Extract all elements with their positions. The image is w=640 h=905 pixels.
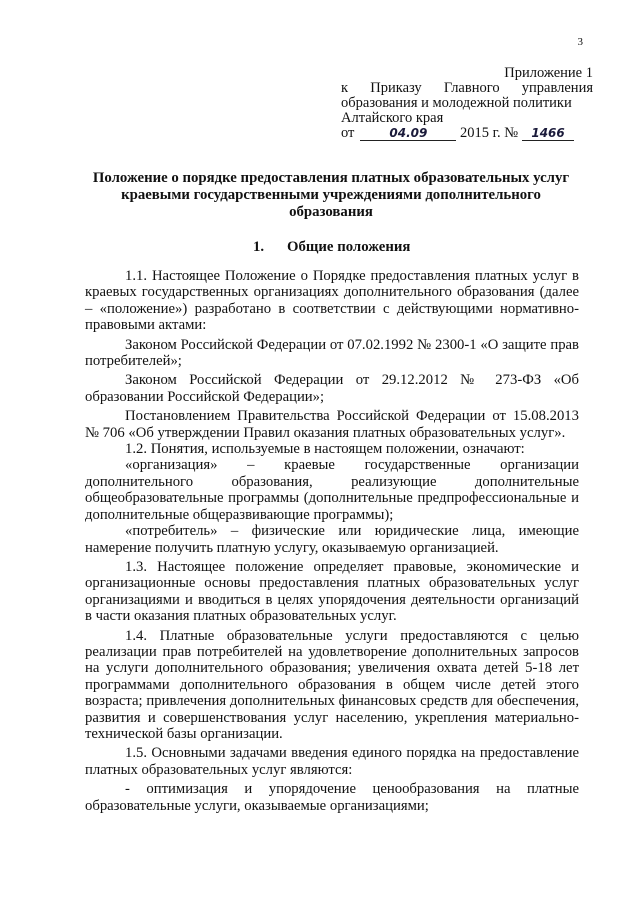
year-text: 2015 г. № [460, 125, 519, 141]
handwritten-order-number: 1466 [522, 127, 574, 141]
paragraph-definition-organization: «организация» – краевые государственные организации дополнительного образования, реализующие дополнительные общеобразовательные программы (дополнительные предпрофессиональные и дополнительные общеразвивающие программы); [85, 457, 579, 523]
appendix-line-1: к Приказу Главного управления [341, 80, 593, 96]
paragraph-definition-consumer: «потребитель» – физические или юридические лица, имеющие намерение получить платную услугу, оказываемую организацией. [85, 523, 579, 556]
document-title: Положение о порядке предоставления платных образовательных услуг краевыми государственными учреждениями дополнительного образования [92, 170, 570, 220]
section-title: Общие положения [287, 239, 411, 255]
list-item-optimization: - оптимизация и упорядочение ценообразования на платные образовательные услуги, оказываемые организациями; [85, 781, 579, 814]
appendix-date-line [341, 126, 593, 141]
paragraph-government-decree: Постановлением Правительства Российской Федерации от 15.08.2013 № 706 «Об утверждении Правил оказания платных образовательных услуг». [85, 408, 579, 441]
body-text [85, 268, 579, 814]
appendix-line-3: Алтайского края [341, 110, 444, 126]
paragraph-1-1: 1.1. Настоящее Положение о Порядке предоставления платных услуг в краевых государственных организациях дополнительного образования (далее – «положение») разработано в соответствии с действующими нормативно-правовыми актами: [85, 268, 579, 334]
page-number: 3 [577, 36, 583, 48]
paragraph-law-education: Законом Российской Федерации от 29.12.2012 № 273-ФЗ «Об образовании Российской Федерации»; [85, 372, 579, 405]
paragraph-law-consumer: Законом Российской Федерации от 07.02.1992 № 2300-1 «О защите прав потребителей»; [85, 336, 579, 370]
section-number: 1. [253, 239, 265, 255]
appendix-block [341, 66, 593, 141]
handwritten-date: 04.09 [360, 127, 456, 141]
appendix-line-2: образования и молодежной политики [341, 95, 572, 111]
paragraph-1-5: 1.5. Основными задачами введения единого порядка на предоставление платных образовательных услуг являются: [85, 745, 579, 778]
appendix-title: Приложение 1 [504, 65, 593, 81]
paragraph-1-2: 1.2. Понятия, используемые в настоящем положении, означают: [125, 441, 525, 458]
paragraph-1-3: 1.3. Настоящее положение определяет правовые, экономические и организационные основы предоставления платных образовательных услуг организациями и вводиться в целях упорядочения деятельности организаций в части оказания платных образовательных услуг. [85, 558, 579, 625]
paragraph-1-4: 1.4. Платные образовательные услуги предоставляются с целью реализации прав потребителей на удовлетворение дополнительных запросов на услуги дополнительного образования; увеличения охвата детей 5-18 лет программами дополнительного образования в общем числе детей этого возраста; привлечения дополнительных финансовых средств для обеспечения, развития и совершенствования услуг населению, укрепления материально-технической базы организации. [85, 627, 579, 742]
date-prefix: от [341, 125, 355, 141]
